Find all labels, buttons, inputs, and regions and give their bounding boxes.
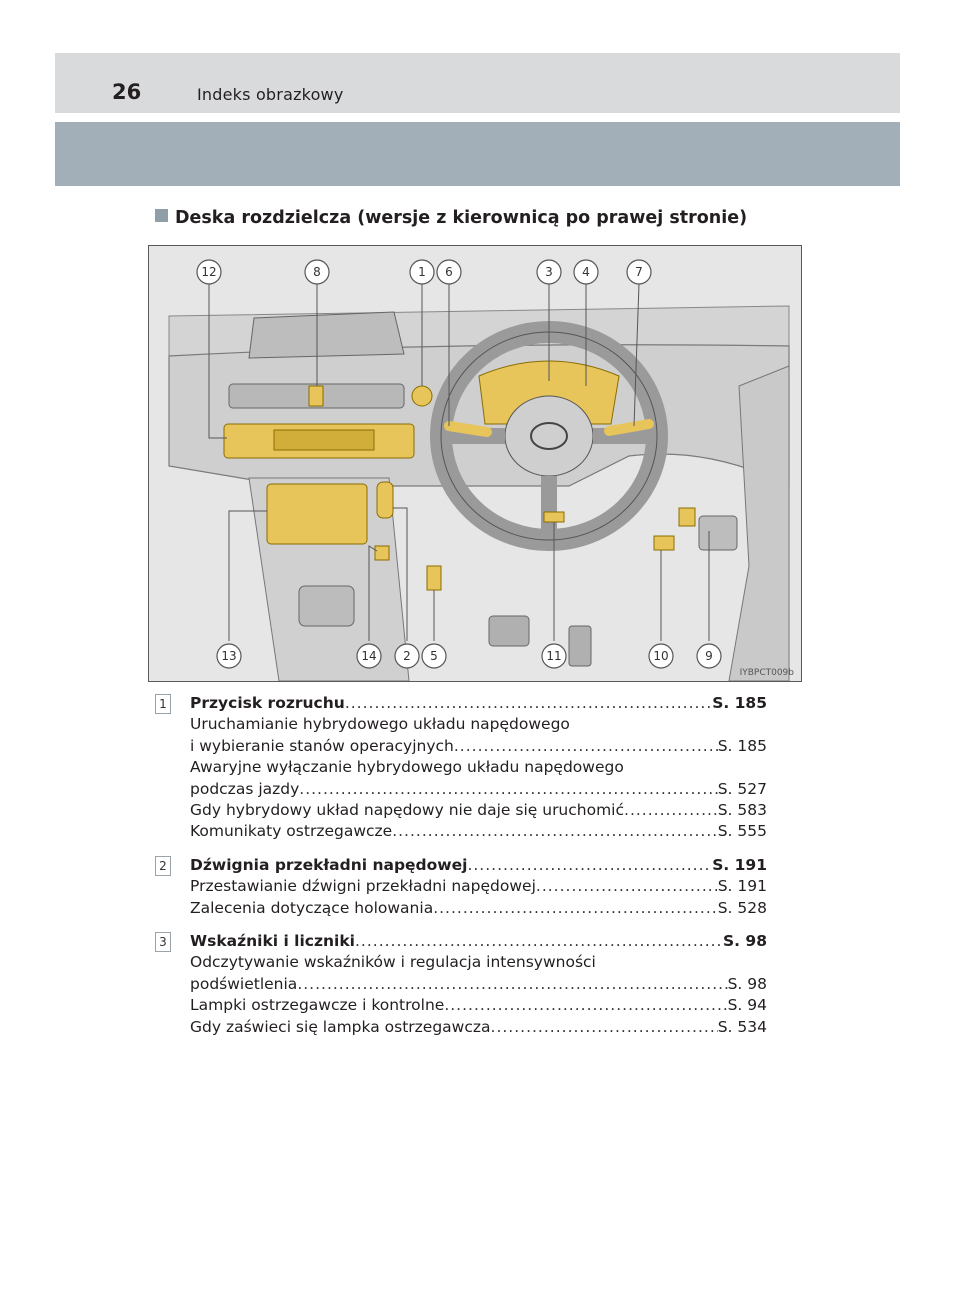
dashboard-illustration — [148, 245, 802, 682]
subrow-text: Gdy hybrydowy układ napędowy nie daje się uruchomić — [190, 801, 625, 820]
subrow-page: S. 534 — [717, 1017, 767, 1036]
subrow-text: podczas jazdy — [190, 779, 300, 798]
subrow-page: S. 191 — [717, 877, 767, 896]
callout-label: 11 — [546, 649, 562, 663]
index-entry — [155, 855, 767, 919]
callout-label: 7 — [635, 265, 643, 279]
subrow-page: S. 555 — [717, 822, 767, 841]
subrow-text: Gdy zaświeci się lampka ostrzegawcza — [190, 1017, 491, 1036]
item-number-badge: 1 — [155, 694, 171, 714]
entry-title: Przycisk rozruchu — [190, 694, 345, 712]
callout-label: 12 — [201, 265, 217, 279]
subrow-page: S. 527 — [717, 779, 767, 798]
index-entry — [155, 693, 767, 843]
figure-code: IYBPCT009b — [739, 668, 794, 678]
page-number: 26 — [112, 80, 142, 104]
subrow-text: Przestawianie dźwigni przekładni napędowej — [190, 877, 536, 896]
subrow-page: S. 185 — [717, 736, 767, 755]
entry-title: Wskaźniki i liczniki — [190, 932, 355, 951]
callout-label: 14 — [361, 649, 377, 663]
subrow-text: Komunikaty ostrzegawcze — [190, 822, 393, 841]
entry-heading — [155, 855, 767, 876]
callout-label: 6 — [445, 265, 453, 279]
entry-subtext: Uruchamianie hybrydowego układu napędowego — [190, 715, 570, 734]
callout-label: 9 — [705, 649, 713, 663]
callout-label: 10 — [653, 649, 669, 663]
entry-subrow — [155, 779, 767, 800]
entry-subtext: Awaryjne wyłączanie hybrydowego układu napędowego — [190, 758, 624, 777]
callout-label: 3 — [545, 265, 553, 279]
entry-subtext: Odczytywanie wskaźników i regulacja intensywności — [190, 953, 596, 972]
subrow-page: S. 94 — [727, 996, 767, 1015]
index-entry — [155, 931, 767, 1038]
entry-subrow — [155, 995, 767, 1016]
entry-page: S. 98 — [722, 932, 767, 951]
item-number-badge: 2 — [155, 856, 171, 876]
index-list — [155, 693, 767, 1050]
entry-title: Dźwignia przekładni napędowej — [190, 855, 468, 874]
entry-heading — [155, 693, 767, 714]
entry-subrow — [155, 898, 767, 919]
entry-subrow — [155, 1017, 767, 1038]
subrow-text: Lampki ostrzegawcze i kontrolne — [190, 996, 445, 1015]
entry-subrow — [155, 800, 767, 821]
callout-label: 8 — [313, 265, 321, 279]
callout-label: 5 — [430, 649, 438, 663]
entry-subrow — [155, 974, 767, 995]
subrow-page: S. 98 — [727, 974, 767, 993]
callout-label: 4 — [582, 265, 590, 279]
subrow-page: S. 583 — [717, 801, 767, 820]
page-header-bar — [55, 53, 900, 113]
callout-label: 13 — [221, 649, 237, 663]
entry-subrow — [155, 821, 767, 842]
header-band — [55, 122, 900, 186]
subrow-text: i wybieranie stanów operacyjnych — [190, 736, 454, 755]
section-title — [155, 207, 747, 229]
page-title: Indeks obrazkowy — [197, 85, 344, 104]
subrow-page: S. 528 — [717, 898, 767, 917]
square-bullet-icon — [155, 209, 168, 222]
entry-page: S. 191 — [712, 855, 767, 874]
entry-heading — [155, 931, 767, 952]
callout-label: 1 — [418, 265, 426, 279]
section-title-text: Deska rozdzielcza (wersje z kierownicą po prawej stronie) — [175, 208, 748, 228]
entry-subrow — [155, 736, 767, 757]
callout-label: 2 — [403, 649, 411, 663]
item-number-badge: 3 — [155, 932, 171, 952]
entry-subrow — [155, 876, 767, 897]
entry-page: S. 185 — [712, 694, 767, 712]
subrow-text: Zalecenia dotyczące holowania — [190, 898, 434, 917]
subrow-text: podświetlenia — [190, 974, 298, 993]
